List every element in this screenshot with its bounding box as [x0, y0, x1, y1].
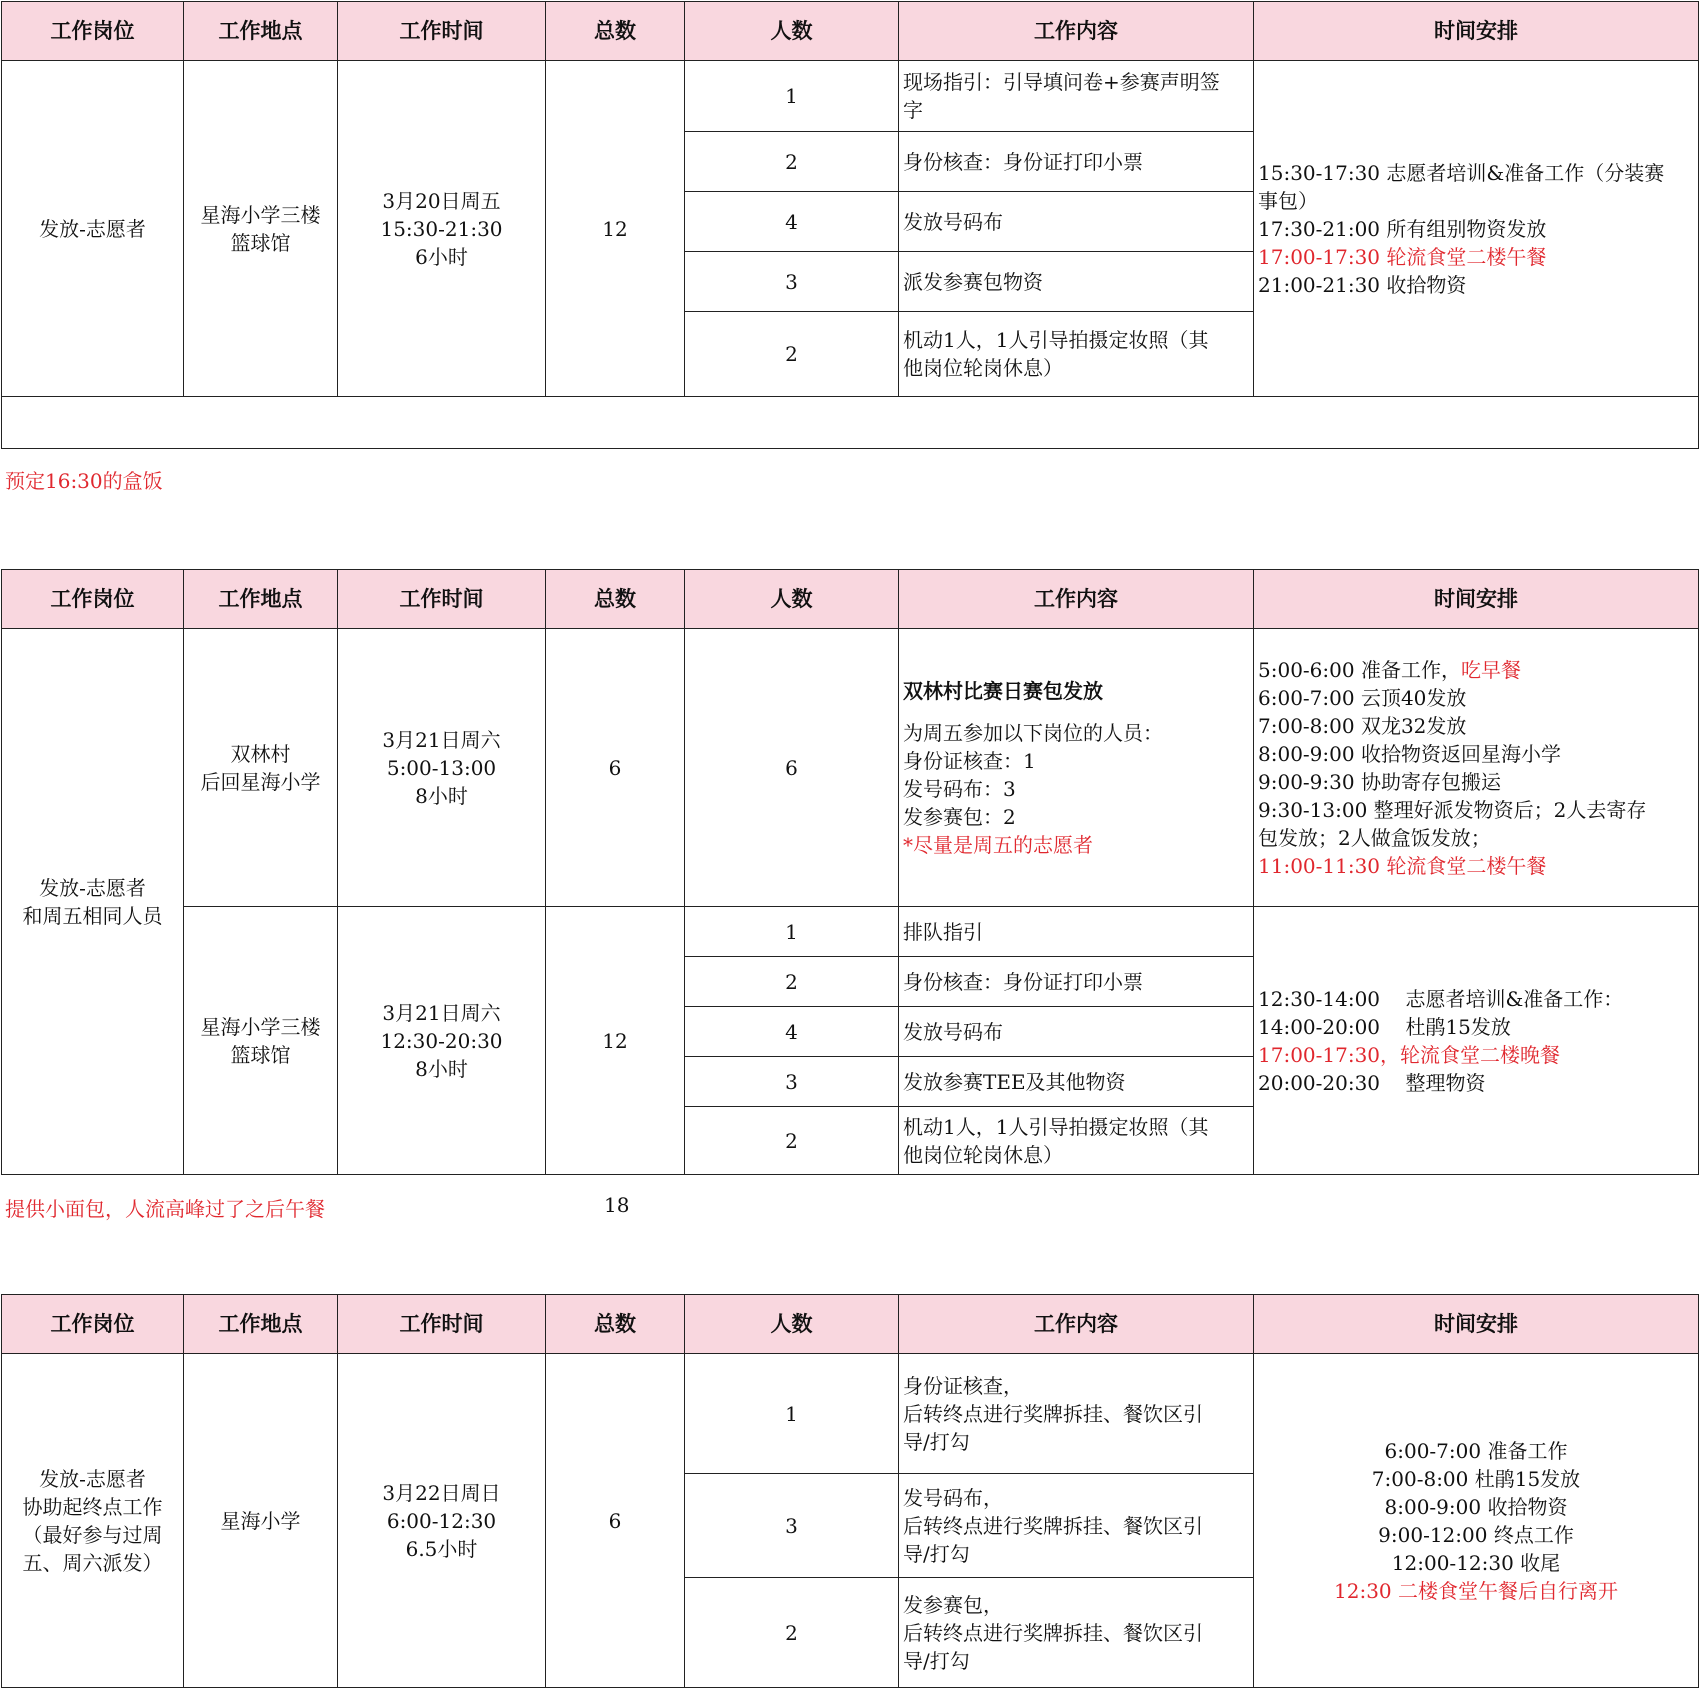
role-cell: 发放-志愿者 和周五相同人员	[2, 629, 184, 1175]
header-schedule: 时间安排	[1254, 1295, 1699, 1354]
header-schedule: 时间安排	[1254, 570, 1699, 629]
note-bread: 提供小面包，人流高峰过了之后午餐	[5, 1197, 325, 1221]
schedule-cell: 5:00-6:00 准备工作，吃早餐 6:00-7:00 云顶40发放 7:00-8:00 双龙32发放 8:00-9:00 收拾物资返回星海小学 9:00-9:30 协助寄存包搬运 9:30-13:00 整理好派发物资后；2人去寄存 包发放；2人做盒饭发放； 11:00-11:30 轮流食堂二楼午餐	[1254, 629, 1699, 907]
count-cell: 2	[685, 312, 899, 397]
content-cell: 发放参赛TEE及其他物资	[899, 1057, 1254, 1107]
time-cell: 3月21日周六 5:00-13:00 8小时	[338, 629, 546, 907]
total-cell: 12	[546, 61, 685, 397]
content-cell: 机动1人，1人引导拍摄定妆照（其 他岗位轮岗休息）	[899, 312, 1254, 397]
count-cell: 1	[685, 61, 899, 132]
header-count: 人数	[685, 2, 899, 61]
location-cell: 星海小学三楼 篮球馆	[184, 61, 338, 397]
schedule-table-friday	[1, 1, 1699, 449]
header-total: 总数	[546, 570, 685, 629]
time-cell: 3月20日周五 15:30-21:30 6小时	[338, 61, 546, 397]
count-cell: 1	[685, 907, 899, 957]
count-cell: 3	[685, 1057, 899, 1107]
content-cell: 发放号码布	[899, 192, 1254, 252]
role-cell: 发放-志愿者 协助起终点工作 （最好参与过周 五、周六派发）	[2, 1354, 184, 1688]
content-cell: 发号码布， 后转终点进行奖牌拆挂、餐饮区引 导/打勾	[899, 1474, 1254, 1578]
count-cell: 3	[685, 252, 899, 312]
note-total: 18	[604, 1193, 630, 1217]
header-count: 人数	[685, 1295, 899, 1354]
total-cell: 12	[546, 907, 685, 1175]
count-cell: 3	[685, 1474, 899, 1578]
content-cell: 身份核查：身份证打印小票	[899, 957, 1254, 1007]
header-content: 工作内容	[899, 570, 1254, 629]
content-cell: 发放号码布	[899, 1007, 1254, 1057]
count-cell: 2	[685, 1578, 899, 1688]
schedule-cell: 6:00-7:00 准备工作 7:00-8:00 杜鹃15发放 8:00-9:00 收拾物资 9:00-12:00 终点工作 12:00-12:30 收尾 12:30 二楼食堂午餐后自行离开	[1254, 1354, 1699, 1688]
content-cell: 双林村比赛日赛包发放 为周五参加以下岗位的人员： 身份证核查：1 发号码布：3 发参赛包：2 *尽量是周五的志愿者	[899, 629, 1254, 907]
header-role: 工作岗位	[2, 1295, 184, 1354]
content-cell: 派发参赛包物资	[899, 252, 1254, 312]
time-cell: 3月21日周六 12:30-20:30 8小时	[338, 907, 546, 1175]
content-cell: 身份证核查， 后转终点进行奖牌拆挂、餐饮区引 导/打勾	[899, 1354, 1254, 1474]
empty-row	[2, 397, 1699, 449]
header-total: 总数	[546, 1295, 685, 1354]
content-cell: 现场指引：引导填问卷+参赛声明签 字	[899, 61, 1254, 132]
count-cell: 4	[685, 1007, 899, 1057]
header-total: 总数	[546, 2, 685, 61]
location-cell: 双林村 后回星海小学	[184, 629, 338, 907]
schedule-table-saturday	[1, 569, 1699, 1175]
count-cell: 2	[685, 132, 899, 192]
header-content: 工作内容	[899, 1295, 1254, 1354]
role-cell: 发放-志愿者	[2, 61, 184, 397]
schedule-cell: 12:30-14:00 志愿者培训&准备工作： 14:00-20:00 杜鹃15发放 17:00-17:30，轮流食堂二楼晚餐 20:00-20:30 整理物资	[1254, 907, 1699, 1175]
header-time: 工作时间	[338, 2, 546, 61]
total-cell: 6	[546, 629, 685, 907]
count-cell: 4	[685, 192, 899, 252]
header-location: 工作地点	[184, 570, 338, 629]
content-cell: 机动1人，1人引导拍摄定妆照（其 他岗位轮岗休息）	[899, 1107, 1254, 1175]
header-location: 工作地点	[184, 1295, 338, 1354]
count-cell: 1	[685, 1354, 899, 1474]
location-cell: 星海小学三楼 篮球馆	[184, 907, 338, 1175]
header-time: 工作时间	[338, 570, 546, 629]
header-time: 工作时间	[338, 1295, 546, 1354]
location-cell: 星海小学	[184, 1354, 338, 1688]
content-cell: 排队指引	[899, 907, 1254, 957]
total-cell: 6	[546, 1354, 685, 1688]
schedule-cell: 15:30-17:30 志愿者培训&准备工作（分装赛 事包） 17:30-21:00 所有组别物资发放 17:00-17:30 轮流食堂二楼午餐 21:00-21:30 收拾物资	[1254, 61, 1699, 397]
count-cell: 2	[685, 1107, 899, 1175]
header-role: 工作岗位	[2, 2, 184, 61]
count-cell: 2	[685, 957, 899, 1007]
header-count: 人数	[685, 570, 899, 629]
content-cell: 发参赛包， 后转终点进行奖牌拆挂、餐饮区引 导/打勾	[899, 1578, 1254, 1688]
header-schedule: 时间安排	[1254, 2, 1699, 61]
header-location: 工作地点	[184, 2, 338, 61]
header-content: 工作内容	[899, 2, 1254, 61]
time-cell: 3月22日周日 6:00-12:30 6.5小时	[338, 1354, 546, 1688]
header-role: 工作岗位	[2, 570, 184, 629]
content-title: 双林村比赛日赛包发放	[903, 678, 1103, 703]
count-cell: 6	[685, 629, 899, 907]
note-box-meal: 预定16:30的盒饭	[5, 469, 163, 493]
schedule-table-sunday	[1, 1294, 1699, 1688]
content-cell: 身份核查：身份证打印小票	[899, 132, 1254, 192]
